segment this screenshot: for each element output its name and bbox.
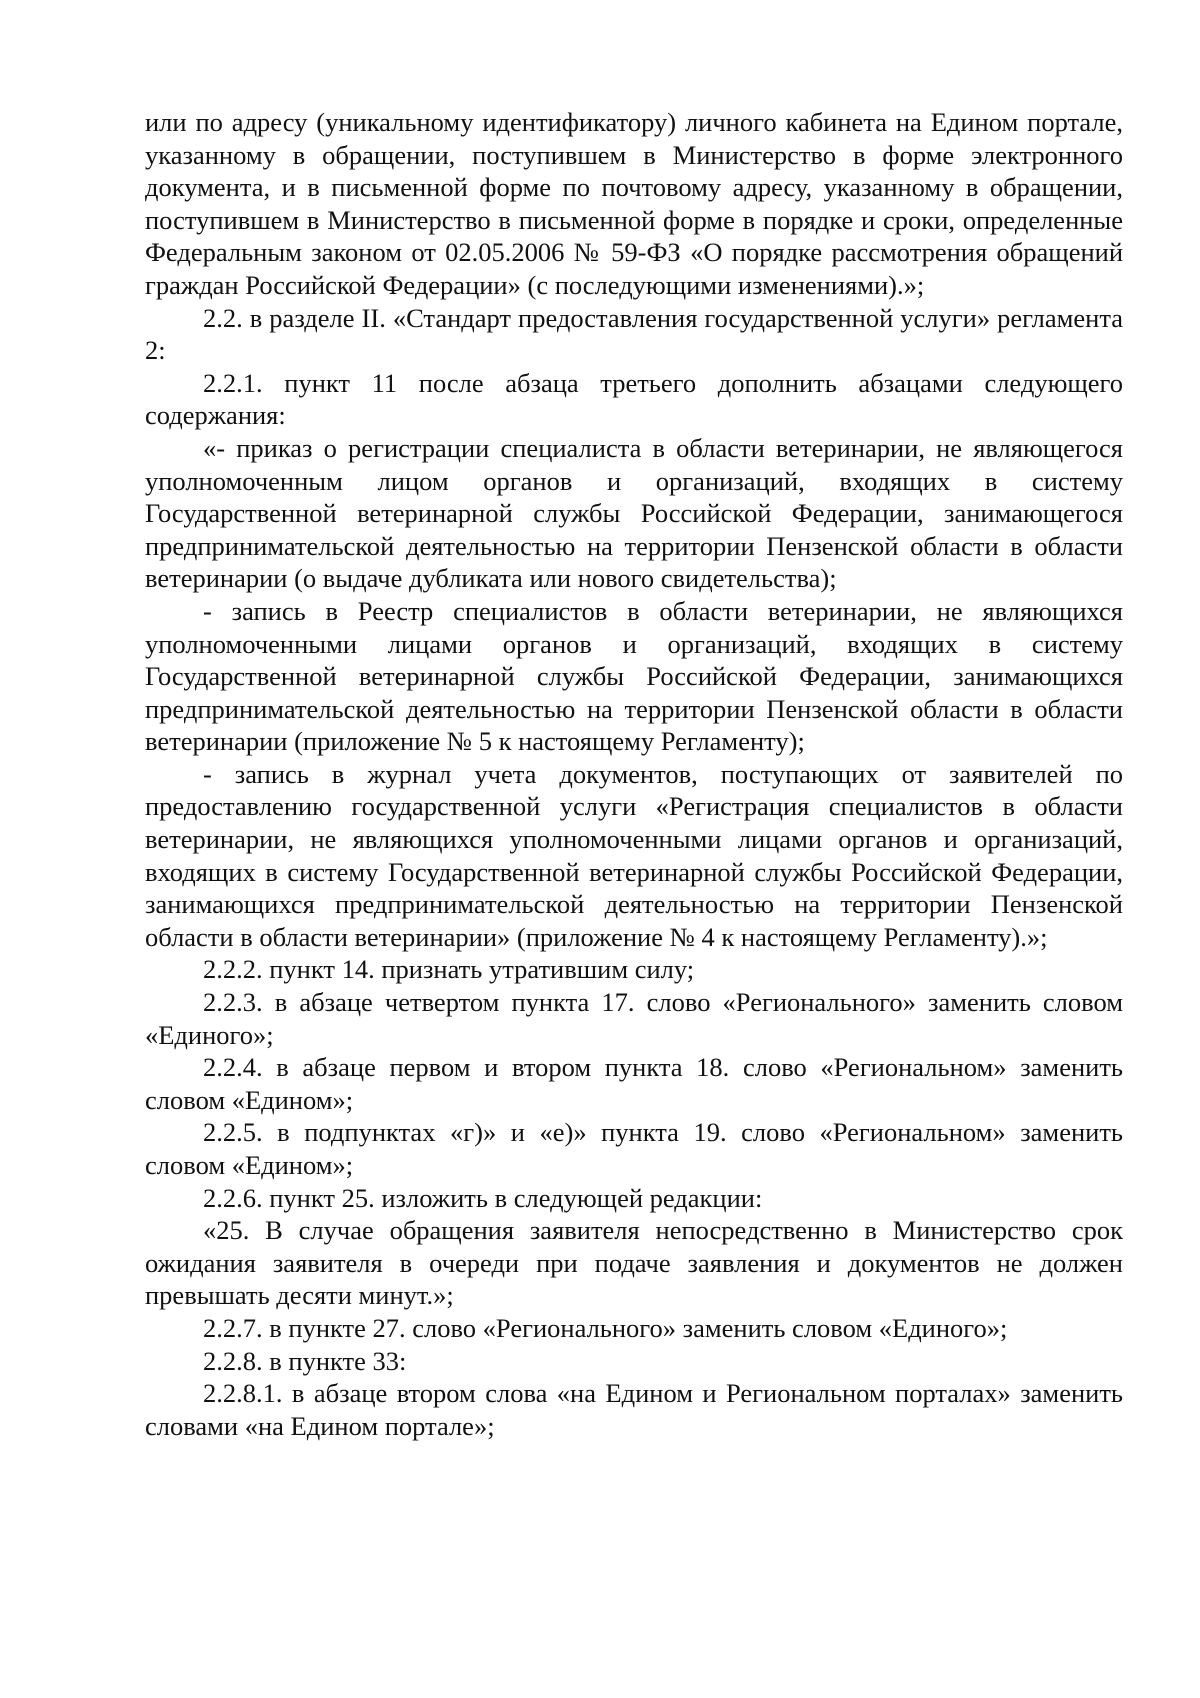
paragraph-journal-entry: - запись в журнал учета документов, поступающих от заявителей по предоставлению государственной услуги «Регистрация специалистов в области ветеринарии, не являющихся уполномоченными лицами органов и организаций, входящих в систему Государственной ветеринарной службы Российской Федерации, занимающихся предпринимательской деятельностью на территории Пензенской области в области ветеринарии» (приложение № 4 к настоящему Регламенту).»; <box>145 758 1123 952</box>
paragraph-2-2-6: 2.2.6. пункт 25. изложить в следующей редакции: <box>203 1182 763 1213</box>
document-page <box>145 106 1123 1442</box>
paragraph-2-2-1: 2.2.1. пункт 11 после абзаца третьего дополнить абзацами следующего содержания: <box>145 367 1123 431</box>
paragraph-2-2-3: 2.2.3. в абзаце четвертом пункта 17. слово «Регионального» заменить словом «Единого»; <box>145 987 1123 1050</box>
paragraph-order-registration: «- приказ о регистрации специалиста в области ветеринарии, не являющегося уполномоченным лицом органов и организаций, входящих в систему Государственной ветеринарной службы Российской Федерации, занимающегося предпринимательской деятельностью на территории Пензенской области в области ветеринарии (о выдаче дубликата или нового свидетельства); <box>145 432 1123 594</box>
paragraph-point-25: «25. В случае обращения заявителя непосредственно в Министерство срок ожидания заявителя в очереди при подаче заявления и документов не должен превышать десяти минут.»; <box>145 1215 1123 1311</box>
paragraph-2-2-2: 2.2.2. пункт 14. признать утратившим силу; <box>203 954 695 985</box>
paragraph-2-2-8: 2.2.8. в пункте 33: <box>203 1345 407 1376</box>
paragraph-continuation: или по адресу (уникальному идентификатору) личного кабинета на Едином портале, указанному в обращении, поступившем в Министерство в форме электронного документа, и в письменной форме по почтовому адресу, указанному в обращении, поступившем в Министерство в письменной форме в порядке и сроки, определенные Федеральным законом от 02.05.2006 № 59-ФЗ «О порядке рассмотрения обращений граждан Российской Федерации» (с последующими изменениями).»; <box>145 107 1123 300</box>
paragraph-2-2: 2.2. в разделе II. «Стандарт предоставления государственной услуги» регламента 2: <box>145 302 1123 366</box>
paragraph-2-2-8-1: 2.2.8.1. в абзаце втором слова «на Едином и Региональном порталах» заменить словами «на Едином портале»; <box>145 1378 1123 1441</box>
paragraph-registry-entry: - запись в Реестр специалистов в области ветеринарии, не являющихся уполномоченными лицами органов и организаций, входящих в систему Государственной ветеринарной службы Российской Федерации, занимающихся предпринимательской деятельностью на территории Пензенской области в области ветеринарии (приложение № 5 к настоящему Регламенту); <box>145 595 1123 757</box>
paragraph-2-2-7: 2.2.7. в пункте 27. слово «Регионального» заменить словом «Единого»; <box>203 1312 1008 1343</box>
paragraph-2-2-5: 2.2.5. в подпунктах «г)» и «е)» пункта 19. слово «Региональном» заменить словом «Едином»; <box>145 1117 1123 1180</box>
paragraph-2-2-4: 2.2.4. в абзаце первом и втором пункта 18. слово «Региональном» заменить словом «Едином»; <box>145 1052 1123 1115</box>
